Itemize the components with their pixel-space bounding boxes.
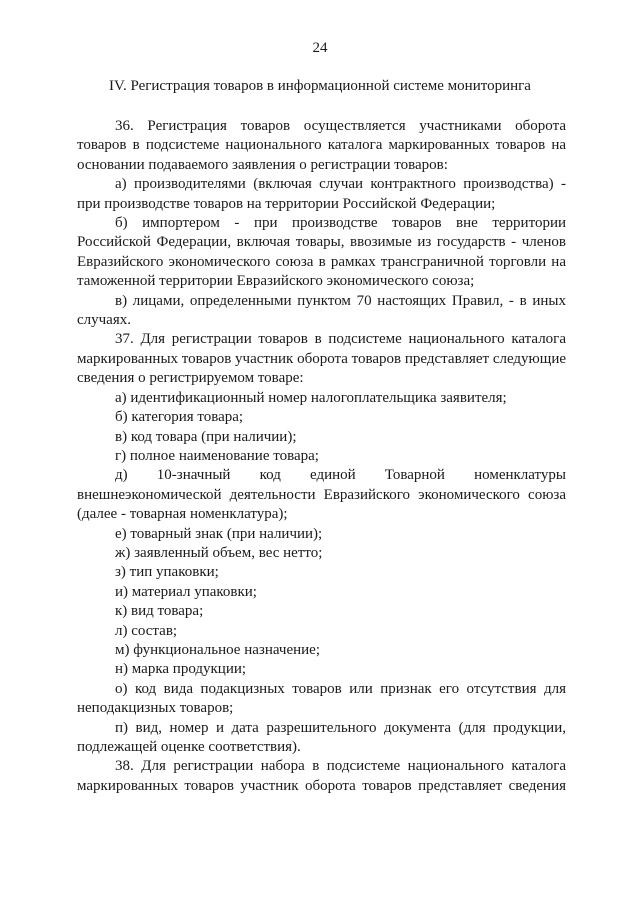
list-item-36v: в) лицами, определенными пунктом 70 настоящих Правил, - в иных случаях. bbox=[77, 292, 566, 329]
section-title: IV. Регистрация товаров в информационной системе мониторинга bbox=[109, 78, 531, 94]
paragraph-36: 36. Регистрация товаров осуществляется участниками оборота товаров в подсистеме национального каталога маркированных товаров на основании подаваемого заявления о регистрации товаров: bbox=[77, 118, 566, 173]
list-item-37i: и) материал упаковки; bbox=[115, 583, 257, 600]
body-text bbox=[77, 117, 566, 796]
list-item-37o: о) код вида подакцизных товаров или признак его отсутствия для неподакцизных товаров; bbox=[77, 680, 566, 717]
list-item-37a: а) идентификационный номер налогоплательщика заявителя; bbox=[115, 389, 507, 406]
list-item-37e: е) товарный знак (при наличии); bbox=[115, 525, 323, 542]
list-item-37b: б) категория товара; bbox=[115, 409, 244, 426]
list-item-37k: к) вид товара; bbox=[115, 603, 204, 620]
paragraph-37: 37. Для регистрации товаров в подсистеме национального каталога маркированных товаров участник оборота товаров представляет следующие сведения о регистрируемом товаре: bbox=[77, 331, 566, 387]
page-number: 24 bbox=[312, 40, 328, 56]
list-item-37p: п) вид, номер и дата разрешительного документа (для продукции, подлежащей оценке соответствия). bbox=[77, 719, 566, 755]
list-item-37l: л) состав; bbox=[115, 622, 178, 639]
list-item-37g: г) полное наименование товара; bbox=[115, 447, 319, 464]
list-item-37m: м) функциональное назначение; bbox=[115, 641, 320, 658]
list-item-36a: а) производителями (включая случаи контрактного производства) - при производстве товаров на территории Российской Федерации; bbox=[77, 176, 566, 212]
paragraph-38: 38. Для регистрации набора в подсистеме национального каталога маркированных товаров участник оборота товаров представляет сведения bbox=[77, 758, 566, 794]
list-item-37d: д) 10-значный код единой Товарной номенклатуры внешнеэкономической деятельности Евразийского экономического союза (далее - товарная номенклатура); bbox=[77, 467, 566, 523]
list-item-37v: в) код товара (при наличии); bbox=[115, 428, 297, 445]
list-item-37z: з) тип упаковки; bbox=[115, 564, 219, 581]
list-item-37n: н) марка продукции; bbox=[115, 661, 247, 678]
list-item-37zh: ж) заявленный объем, вес нетто; bbox=[115, 544, 323, 561]
list-item-36b: б) импортером - при производстве товаров вне территории Российской Федерации, включая товары, ввозимые из государств - членов Евразийского экономического союза в рамках трансграничной торговли на таможенной территории Евразийского экономического союза; bbox=[77, 215, 566, 290]
